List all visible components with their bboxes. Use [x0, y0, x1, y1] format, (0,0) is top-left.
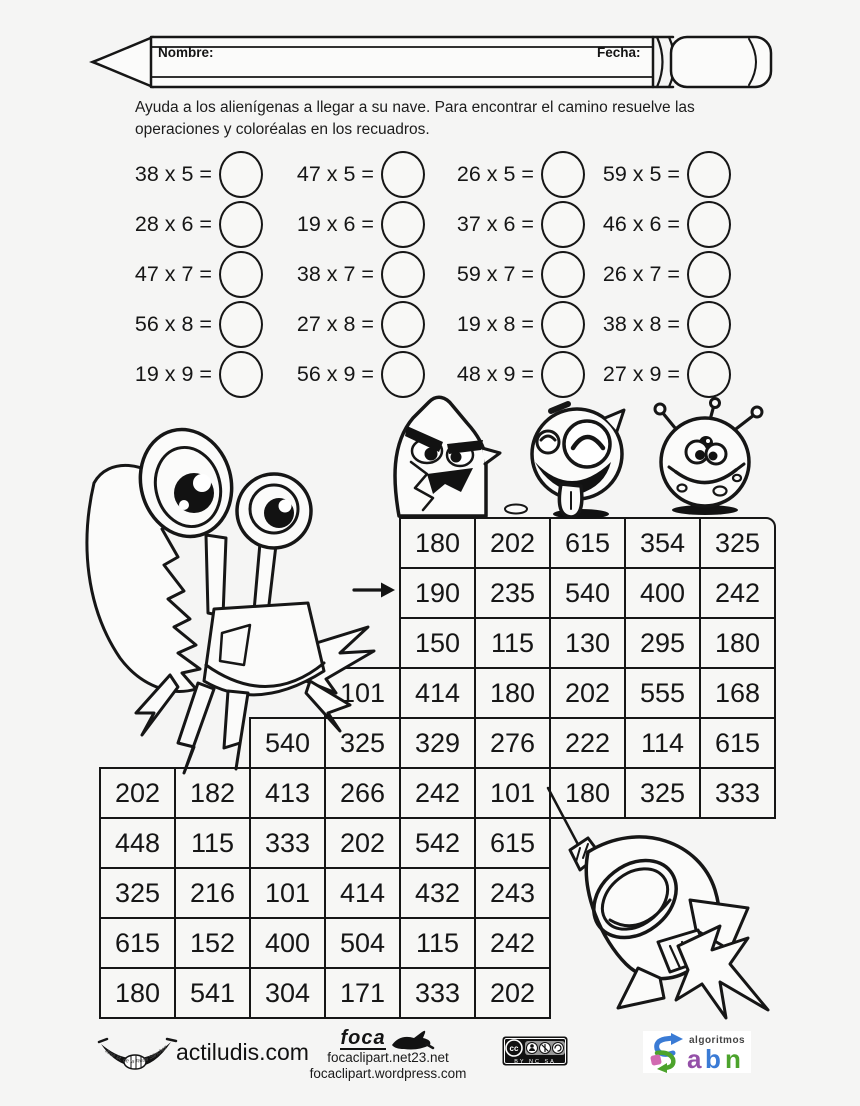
- maze-cell[interactable]: 540: [549, 567, 626, 619]
- problem-label: 19 x 8 =: [456, 311, 534, 336]
- maze-cell[interactable]: 266: [324, 767, 401, 819]
- problem: [124, 300, 263, 348]
- maze-cell[interactable]: 400: [249, 917, 326, 969]
- maze-cell[interactable]: 171: [324, 967, 401, 1019]
- name-field-label[interactable]: Nombre:: [158, 45, 214, 60]
- problem: [446, 200, 585, 248]
- maze-cell[interactable]: 432: [399, 867, 476, 919]
- maze-cell[interactable]: 448: [99, 817, 176, 869]
- problem-label: 59 x 5 =: [602, 161, 680, 186]
- problem: [286, 150, 425, 198]
- problem-label: 26 x 5 =: [456, 161, 534, 186]
- maze-cell[interactable]: 115: [474, 617, 551, 669]
- maze-cell[interactable]: 540: [249, 717, 326, 769]
- problem-label: 56 x 8 =: [134, 311, 212, 336]
- foca-url-2[interactable]: focaclipart.wordpress.com: [309, 1065, 467, 1081]
- problem-label: 19 x 6 =: [296, 211, 374, 236]
- foca-seal-icon: [390, 1030, 436, 1050]
- foca-logo-block: [298, 1028, 478, 1081]
- maze-cell[interactable]: 242: [699, 567, 776, 619]
- maze-cell[interactable]: 555: [624, 667, 701, 719]
- maze-row: [399, 567, 776, 619]
- maze-row: [99, 817, 551, 869]
- abn-logo-icon[interactable]: [643, 1031, 751, 1073]
- answer-circle[interactable]: [381, 151, 425, 198]
- maze-row: [99, 867, 551, 919]
- answer-circle[interactable]: [219, 351, 263, 398]
- answer-circle[interactable]: [219, 201, 263, 248]
- smile-logo-icon: [95, 1032, 177, 1080]
- answer-circle[interactable]: [541, 351, 585, 398]
- maze-cell[interactable]: 182: [174, 767, 251, 819]
- maze-cell[interactable]: 202: [474, 967, 551, 1019]
- problem-label: 47 x 7 =: [134, 261, 212, 286]
- maze-cell[interactable]: 180: [99, 967, 176, 1019]
- crab-alien-icon: [78, 413, 378, 788]
- problem-label: 48 x 9 =: [456, 361, 534, 386]
- maze-cell[interactable]: 242: [399, 767, 476, 819]
- answer-circle[interactable]: [541, 201, 585, 248]
- problem: [124, 350, 263, 398]
- maze-cell[interactable]: 276: [474, 717, 551, 769]
- problem: [124, 200, 263, 248]
- maze-cell[interactable]: 242: [474, 917, 551, 969]
- maze-cell[interactable]: 222: [549, 717, 626, 769]
- maze-cell[interactable]: 114: [624, 717, 701, 769]
- problem-label: 46 x 6 =: [602, 211, 680, 236]
- maze-row: [399, 617, 776, 669]
- svg-text:algoritmos: algoritmos: [689, 1035, 746, 1046]
- maze-row: [324, 667, 776, 719]
- maze-cell[interactable]: 243: [474, 867, 551, 919]
- maze-cell[interactable]: 615: [99, 917, 176, 969]
- maze-cell[interactable]: 414: [399, 667, 476, 719]
- maze-cell[interactable]: 101: [324, 667, 401, 719]
- maze-cell[interactable]: 304: [249, 967, 326, 1019]
- problem-label: 47 x 5 =: [296, 161, 374, 186]
- problem-label: 56 x 9 =: [296, 361, 374, 386]
- maze-cell[interactable]: 615: [474, 817, 551, 869]
- maze-cell[interactable]: 101: [474, 767, 551, 819]
- svg-text:cc: cc: [509, 1044, 519, 1053]
- maze-cell[interactable]: 615: [699, 717, 776, 769]
- maze-cell[interactable]: 413: [249, 767, 326, 819]
- maze-cell[interactable]: 325: [699, 517, 776, 569]
- maze-cell[interactable]: 295: [624, 617, 701, 669]
- problem: [286, 250, 425, 298]
- answer-circle[interactable]: [219, 301, 263, 348]
- maze-cell[interactable]: 115: [399, 917, 476, 969]
- pencil-icon: [85, 33, 775, 91]
- answer-circle[interactable]: [687, 151, 731, 198]
- maze-cell[interactable]: 333: [249, 817, 326, 869]
- maze-row: [99, 967, 551, 1019]
- maze-cell[interactable]: 542: [399, 817, 476, 869]
- maze-cell[interactable]: 615: [549, 517, 626, 569]
- actiludis-link[interactable]: actiludis.com: [176, 1039, 309, 1065]
- svg-text:BY NC SA: BY NC SA: [514, 1059, 556, 1065]
- maze-cell[interactable]: 180: [549, 767, 626, 819]
- problem: [592, 150, 731, 198]
- maze-cell[interactable]: 235: [474, 567, 551, 619]
- answer-circle[interactable]: [541, 151, 585, 198]
- maze-cell[interactable]: 329: [399, 717, 476, 769]
- date-field-label[interactable]: Fecha:: [597, 45, 641, 60]
- answer-circle[interactable]: [219, 251, 263, 298]
- svg-text:n: n: [725, 1044, 741, 1074]
- problem: [286, 350, 425, 398]
- problem-label: 38 x 8 =: [602, 311, 680, 336]
- signature-text: José M. de la Rosa Sánchez: [103, 1044, 169, 1066]
- maze-row: [99, 917, 551, 969]
- maze-cell[interactable]: 202: [99, 767, 176, 819]
- problem-label: 27 x 8 =: [296, 311, 374, 336]
- maze-cell[interactable]: 541: [174, 967, 251, 1019]
- maze-cell[interactable]: 325: [624, 767, 701, 819]
- svg-text:b: b: [705, 1044, 721, 1074]
- answer-circle[interactable]: [381, 301, 425, 348]
- maze-cell[interactable]: 168: [699, 667, 776, 719]
- answer-circle[interactable]: [219, 151, 263, 198]
- problem-label: 38 x 7 =: [296, 261, 374, 286]
- problem-label: 19 x 9 =: [134, 361, 212, 386]
- maze-cell[interactable]: 504: [324, 917, 401, 969]
- problem: [124, 150, 263, 198]
- problem: [592, 200, 731, 248]
- maze-cell[interactable]: 180: [699, 617, 776, 669]
- svg-text:a: a: [687, 1044, 702, 1074]
- problem-label: 26 x 7 =: [602, 261, 680, 286]
- maze-row: [399, 517, 776, 569]
- antenna-alien-icon: [650, 398, 765, 516]
- problem-label: 37 x 6 =: [456, 211, 534, 236]
- maze-cell[interactable]: 202: [474, 517, 551, 569]
- problem-label: 27 x 9 =: [602, 361, 680, 386]
- maze-cell[interactable]: 101: [249, 867, 326, 919]
- problem: [446, 350, 585, 398]
- rocket-icon: [530, 780, 800, 1045]
- maze-cell[interactable]: 115: [174, 817, 251, 869]
- answer-circle[interactable]: [541, 301, 585, 348]
- problem: [124, 250, 263, 298]
- problem: [286, 300, 425, 348]
- tongue-alien-icon: [521, 402, 633, 522]
- problem: [592, 250, 731, 298]
- answer-circle[interactable]: [541, 251, 585, 298]
- answer-circle[interactable]: [381, 251, 425, 298]
- answer-circle[interactable]: [687, 351, 731, 398]
- maze-cell[interactable]: 325: [99, 867, 176, 919]
- answer-circle[interactable]: [687, 301, 731, 348]
- maze-cell[interactable]: 190: [399, 567, 476, 619]
- instructions-text: Ayuda a los alienígenas a llegar a su nave. Para encontrar el camino resuelve las operaciones y coloréalas en los recuadros.: [135, 99, 695, 138]
- cc-license-badge[interactable]: [502, 1036, 568, 1066]
- maze-cell[interactable]: 152: [174, 917, 251, 969]
- answer-circle[interactable]: [687, 251, 731, 298]
- foca-url-1[interactable]: focaclipart.net23.net: [327, 1050, 449, 1065]
- problem: [592, 350, 731, 398]
- problem: [446, 150, 585, 198]
- problem-label: 28 x 6 =: [134, 211, 212, 236]
- problem: [446, 300, 585, 348]
- maze-cell[interactable]: 354: [624, 517, 701, 569]
- foca-logo-text: foca: [340, 1027, 386, 1049]
- maze-cell[interactable]: 333: [699, 767, 776, 819]
- problem: [446, 250, 585, 298]
- answer-circle[interactable]: [381, 351, 425, 398]
- maze-cell[interactable]: 150: [399, 617, 476, 669]
- maze-cell[interactable]: 216: [174, 867, 251, 919]
- maze-cell[interactable]: 180: [399, 517, 476, 569]
- maze-cell[interactable]: 202: [324, 817, 401, 869]
- maze-cell[interactable]: 130: [549, 617, 626, 669]
- problem-label: 38 x 5 =: [134, 161, 212, 186]
- maze-cell[interactable]: 325: [324, 717, 401, 769]
- problem: [592, 300, 731, 348]
- maze-cell[interactable]: 400: [624, 567, 701, 619]
- maze-cell[interactable]: 202: [549, 667, 626, 719]
- answer-circle[interactable]: [687, 201, 731, 248]
- maze-cell[interactable]: 414: [324, 867, 401, 919]
- maze-cell[interactable]: 180: [474, 667, 551, 719]
- angry-alien-icon: [383, 396, 533, 518]
- problem: [286, 200, 425, 248]
- maze-cell[interactable]: 333: [399, 967, 476, 1019]
- answer-circle[interactable]: [381, 201, 425, 248]
- problem-label: 59 x 7 =: [456, 261, 534, 286]
